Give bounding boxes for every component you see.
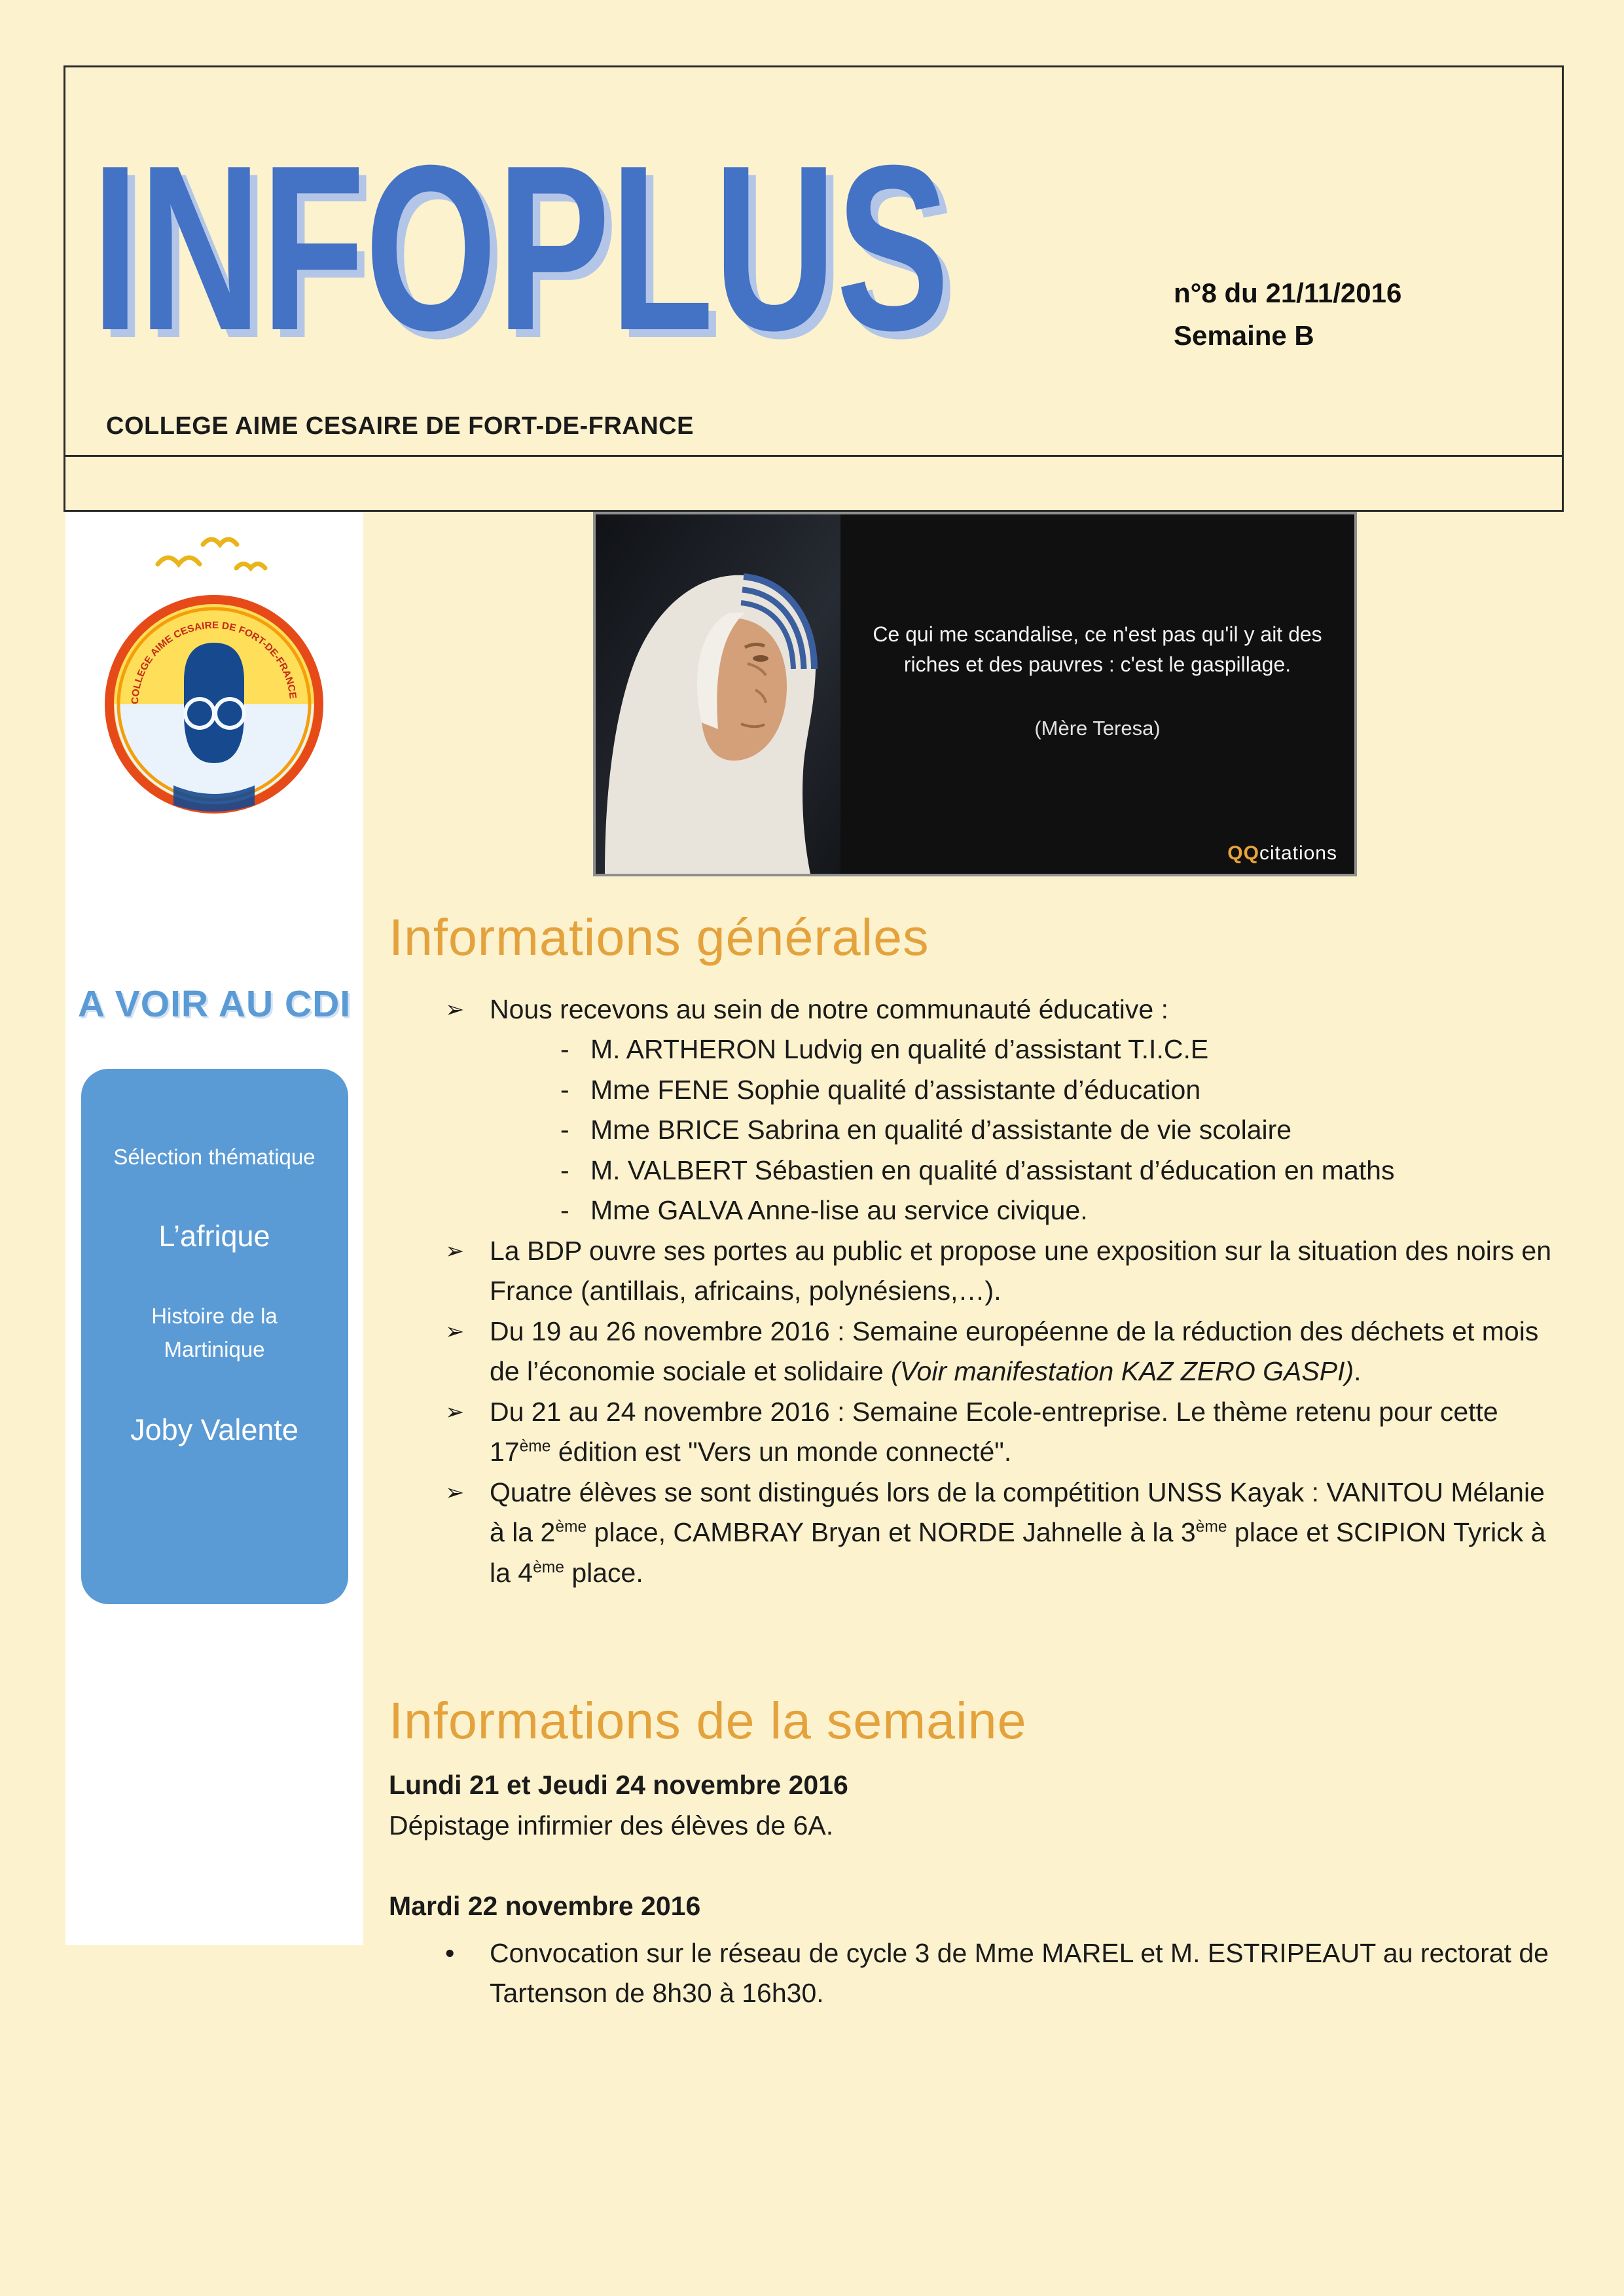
- issue-info: [1174, 272, 1401, 357]
- text-segment: Du 21 au 24 novembre 2016 : Semaine Ecole-entreprise. Le thème retenu pour cette 17: [490, 1396, 1498, 1467]
- text-segment: place.: [564, 1557, 643, 1588]
- week-info-bullet: [389, 1933, 1562, 2014]
- dash-bullet: -: [560, 1155, 569, 1185]
- watermark-qq: QQ: [1227, 842, 1259, 864]
- general-info-text: [490, 1392, 1554, 1473]
- header-row: [65, 67, 1562, 457]
- week-info-bold: Lundi 21 et Jeudi 24 novembre 2016: [389, 1770, 848, 1801]
- header-frame: [63, 65, 1564, 512]
- general-info-item: [389, 990, 1562, 1030]
- general-info-item: [389, 1231, 1562, 1312]
- subitem-text: M. ARTHERON Ludvig en qualité d’assistant T.I.C.E: [590, 1034, 1209, 1065]
- text-segment: place, CAMBRAY Bryan et NORDE Jahnelle à la 3: [586, 1517, 1196, 1548]
- cdi-heading: A VOIR AU CDI: [77, 983, 352, 1025]
- issue-week: Semaine B: [1174, 320, 1314, 351]
- text-segment: Quatre élèves se sont distingués lors de la compétition UNSS Kayak : VANITOU Mélanie à la 2: [490, 1477, 1545, 1548]
- divider-band: [65, 457, 1562, 510]
- text-segment: édition est "Vers un monde connecté".: [550, 1437, 1012, 1467]
- subitem-text: Mme BRICE Sabrina en qualité d’assistante de vie scolaire: [590, 1115, 1292, 1145]
- panel-topic-martinique: Histoire de la Martinique: [151, 1304, 278, 1362]
- general-info-text: [490, 1312, 1554, 1392]
- general-info-list: [389, 990, 1562, 1594]
- subitem-text: Mme GALVA Anne-lise au service civique.: [590, 1195, 1088, 1226]
- arrow-bullet-icon: ➢: [445, 996, 465, 1022]
- mere-teresa-photo: [596, 514, 840, 874]
- watermark-citations: citations: [1259, 842, 1337, 864]
- quote-figure: [593, 512, 1357, 876]
- sidebar: [65, 512, 363, 1945]
- text-segment: ème: [533, 1558, 564, 1577]
- infoplus-title: INFOPLUS: [92, 117, 950, 380]
- dash-bullet: -: [560, 1115, 569, 1145]
- main-column: [389, 512, 1562, 2014]
- spacer: [389, 1846, 1562, 1886]
- quote-line-2: riches et des pauvres : c'est le gaspillage.: [903, 653, 1291, 677]
- face-silhouette-icon: [184, 643, 244, 763]
- general-info-subitem: [389, 1191, 1562, 1231]
- week-info-plain: Dépistage infirmier des élèves de 6A.: [389, 1810, 834, 1840]
- dot-bullet: •: [445, 1937, 455, 1968]
- week-info-heading: Informations de la semaine: [389, 1691, 1027, 1750]
- text-segment: place et SCIPION Tyrick à la 4: [490, 1517, 1546, 1588]
- subitem-text: Mme FENE Sophie qualité d’assistante d’éducation: [590, 1074, 1201, 1105]
- dash-bullet: -: [560, 1074, 569, 1105]
- general-info-heading: Informations générales: [389, 908, 929, 966]
- general-info-subitem: [389, 1070, 1562, 1111]
- general-info-item: [389, 1392, 1562, 1473]
- general-info-text: [490, 1231, 1554, 1312]
- panel-topic-joby-valente: Joby Valente: [130, 1413, 298, 1447]
- issue-number: n°8 du 21/11/2016: [1174, 278, 1402, 308]
- quote-line-1: Ce qui me scandalise, ce n'est pas qu'il y ait des: [873, 622, 1322, 646]
- dash-bullet: -: [560, 1034, 569, 1065]
- text-segment: ème: [555, 1518, 587, 1536]
- college-logo-image: [95, 522, 334, 840]
- week-bullet-text: Convocation sur le réseau de cycle 3 de Mme MAREL et M. ESTRIPEAUT au rectorat de Tartenson de 8h30 à 16h30.: [490, 1937, 1549, 2009]
- birds-icon: [158, 539, 265, 568]
- arrow-bullet-icon: ➢: [445, 1399, 465, 1425]
- general-info-subitem: [389, 1110, 1562, 1151]
- text-segment: Du 19 au 26 novembre 2016 : Semaine européenne de la réduction des déchets et mois de l’économie sociale et solidaire: [490, 1316, 1539, 1387]
- quote-text-block: [840, 514, 1354, 874]
- general-info-text: [490, 1473, 1554, 1594]
- general-info-item: [389, 1312, 1562, 1392]
- quote-attribution: (Mère Teresa): [1034, 716, 1161, 740]
- text-segment: Nous recevons au sein de notre communauté éducative :: [490, 994, 1168, 1024]
- subitem-text: M. VALBERT Sébastien en qualité d’assistant d’éducation en maths: [590, 1155, 1395, 1185]
- arrow-bullet-icon: ➢: [445, 1479, 465, 1505]
- arrow-bullet-icon: ➢: [445, 1238, 465, 1264]
- text-segment: (Voir manifestation KAZ ZERO GASPI): [891, 1356, 1354, 1387]
- college-name: COLLEGE AIME CESAIRE DE FORT-DE-FRANCE: [106, 412, 694, 440]
- panel-topic-africa: L’afrique: [158, 1219, 270, 1253]
- general-info-subitem: [389, 1030, 1562, 1070]
- college-logo: [95, 522, 334, 840]
- svg-text:COLLEGE AIME CESAIRE DE FORT-D: COLLEGE AIME CESAIRE DE FORT-DE-FRANCE: [129, 619, 298, 705]
- general-info-subitem: [389, 1151, 1562, 1191]
- general-info-item: [389, 1473, 1562, 1594]
- week-info-blocks: [389, 1765, 1562, 2014]
- panel-subtitle: Sélection thématique: [113, 1145, 316, 1169]
- general-info-text: [490, 990, 1554, 1030]
- dash-bullet: -: [560, 1195, 569, 1226]
- text-segment: .: [1354, 1356, 1362, 1387]
- text-segment: ème: [519, 1437, 551, 1456]
- text-segment: ème: [1195, 1518, 1227, 1536]
- theme-panel: [81, 1069, 348, 1604]
- arrow-bullet-icon: ➢: [445, 1318, 465, 1344]
- watermark: [1227, 842, 1337, 865]
- text-segment: La BDP ouvre ses portes au public et propose une exposition sur la situation des noirs en France (antillais, africains, polynésiens,…).: [490, 1235, 1552, 1306]
- week-info-bold: Mardi 22 novembre 2016: [389, 1891, 701, 1922]
